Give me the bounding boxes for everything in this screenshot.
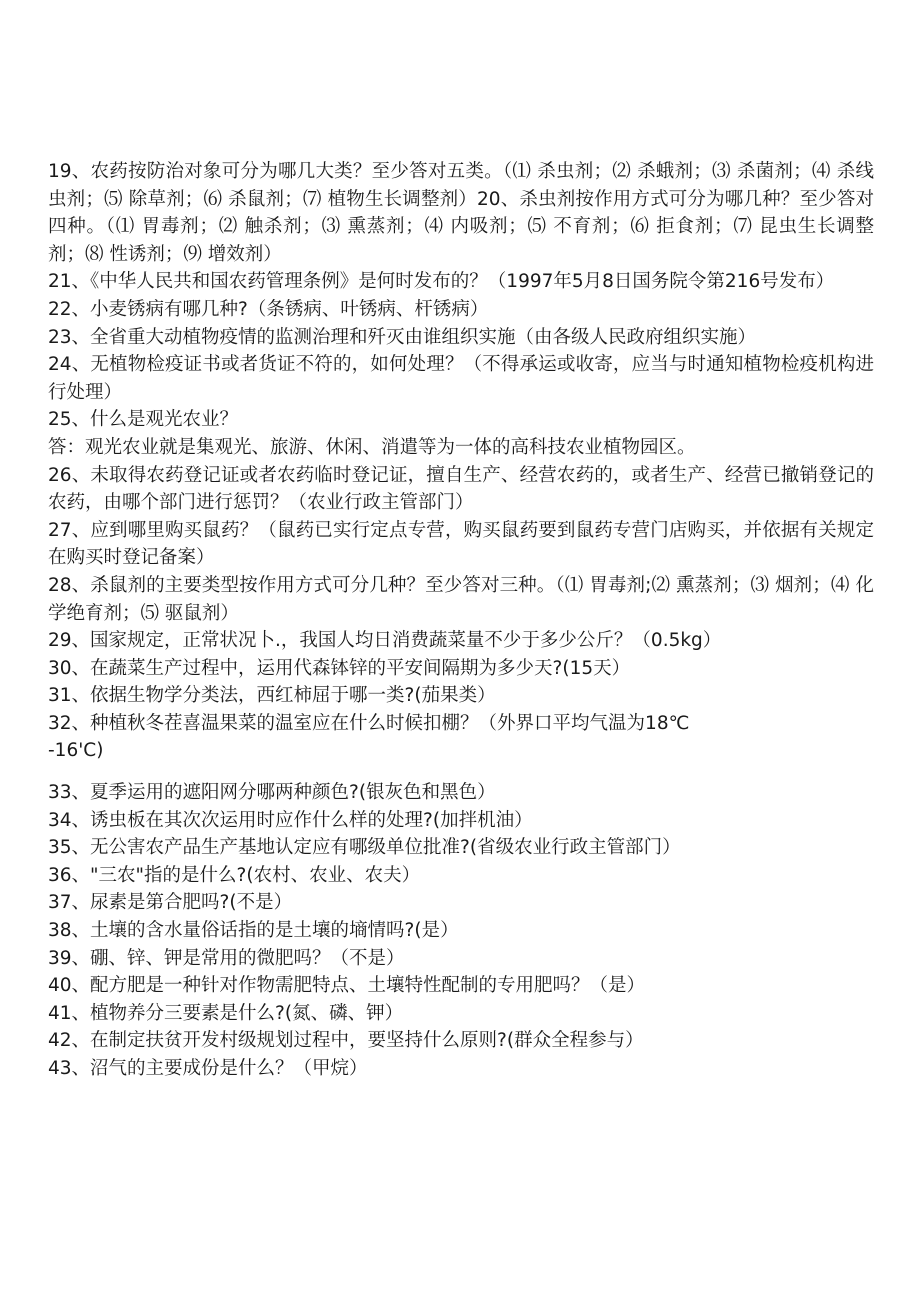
question-24: 24、无植物检疫证书或者货证不符的，如何处理？（不得承运或收寄，应当与时通知植物检疫机构进行处理）	[48, 354, 874, 403]
question-38: 38、土壤的含水量俗话指的是土壤的墒情吗?(是）	[48, 920, 459, 942]
question-31: 31、依据生物学分类法，西红柿屈于哪一类?(茄果类）	[48, 685, 496, 707]
question-39: 39、硼、锌、钾是常用的微肥吗？（不是）	[48, 947, 405, 969]
question-35: 35、无公害农产品生产基地认定应有哪级单位批准?(省级农业行政主管部门）	[48, 837, 681, 859]
question-21: 21、《中华人民共和国农药管理条例》是何时发布的？（1997年5月8日国务院令第216号发布）	[48, 271, 835, 293]
question-19-20: 19、农药按防治对象可分为哪几大类？至少答对五类。（⑴ 杀虫剂；⑵ 杀蛾剂；⑶ 杀菌剂；⑷ 杀线虫剂；⑸ 除草剂；⑹ 杀鼠剂；⑺ 植物生长调整剂）20、杀虫剂按作用方式可分为哪几种？至少答对四种。（⑴ 胃毒剂；⑵ 触杀剂；⑶ 熏蒸剂；⑷ 内吸剂；⑸ 不育剂；⑹ 拒食剂；⑺ 昆虫生长调整剂；⑻ 性诱剂；⑼ 增效剂）	[48, 161, 874, 265]
question-26: 26、未取得农药登记证或者农药临时登记证，擅自生产、经营农药的，或者生产、经营已撤销登记的农药，由哪个部门进行惩罚？（农业行政主管部门）	[48, 464, 874, 514]
question-32-continued: -16'C)	[48, 740, 104, 762]
question-32: 32、种植秋冬茬喜温果菜的温室应在什么时候扣棚？（外界口平均气温为18℃	[48, 712, 690, 734]
question-28: 28、杀鼠剂的主要类型按作用方式可分几种？至少答对三种。（⑴ 胃毒剂;⑵ 熏蒸剂；⑶ 烟剂；⑷ 化学绝育剂；⑸ 驱鼠剂）	[48, 574, 874, 624]
question-36: 36、"三农"指的是什么?(农村、农业、农夫）	[48, 864, 421, 886]
question-29: 29、国家规定，正常状况卜.，我国人均日消费蔬菜量不少于多少公斤？（0.5kg）	[48, 630, 722, 652]
question-40: 40、配方肥是一种针对作物需肥特点、土壤特性配制的专用肥吗？（是）	[48, 975, 646, 997]
document-body	[48, 158, 874, 1083]
question-30: 30、在蔬菜生产过程中，运用代森钵锌的平安间隔期为多少天?(15天）	[48, 657, 631, 679]
question-41: 41、植物养分三要素是什么?(氮、磷、钾）	[48, 1002, 404, 1024]
question-34: 34、诱虫板在其次次运用时应作什么样的处理?(加拌机油）	[48, 809, 533, 831]
question-22: 22、小麦锈病有哪几种?（条锈病、叶锈病、杆锈病）	[48, 298, 489, 320]
question-42: 42、在制定扶贫开发村级规划过程中，要坚持什么原则?(群众全程参与）	[48, 1030, 644, 1052]
question-37: 37、尿素是第合肥吗?(不是）	[48, 892, 293, 914]
question-43: 43、沼气的主要成份是什么？（甲烷）	[48, 1058, 368, 1079]
question-25: 25、什么是观光农业？	[48, 409, 239, 431]
paragraph-gap	[48, 765, 874, 779]
question-27: 27、应到哪里购买鼠药？（鼠药已实行定点专营，购买鼠药要到鼠药专营门店购买，并依据有关规定在购买时登记备案）	[48, 519, 874, 569]
answer-25: 答：观光农业就是集观光、旅游、休闲、消遣等为一体的高科技农业植物园区。	[48, 436, 696, 458]
question-23: 23、全省重大动植物疫情的监测治理和歼灭由谁组织实施（由各级人民政府组织实施）	[48, 326, 757, 348]
question-33: 33、夏季运用的遮阳网分哪两种颜色?(银灰色和黑色）	[48, 782, 496, 804]
